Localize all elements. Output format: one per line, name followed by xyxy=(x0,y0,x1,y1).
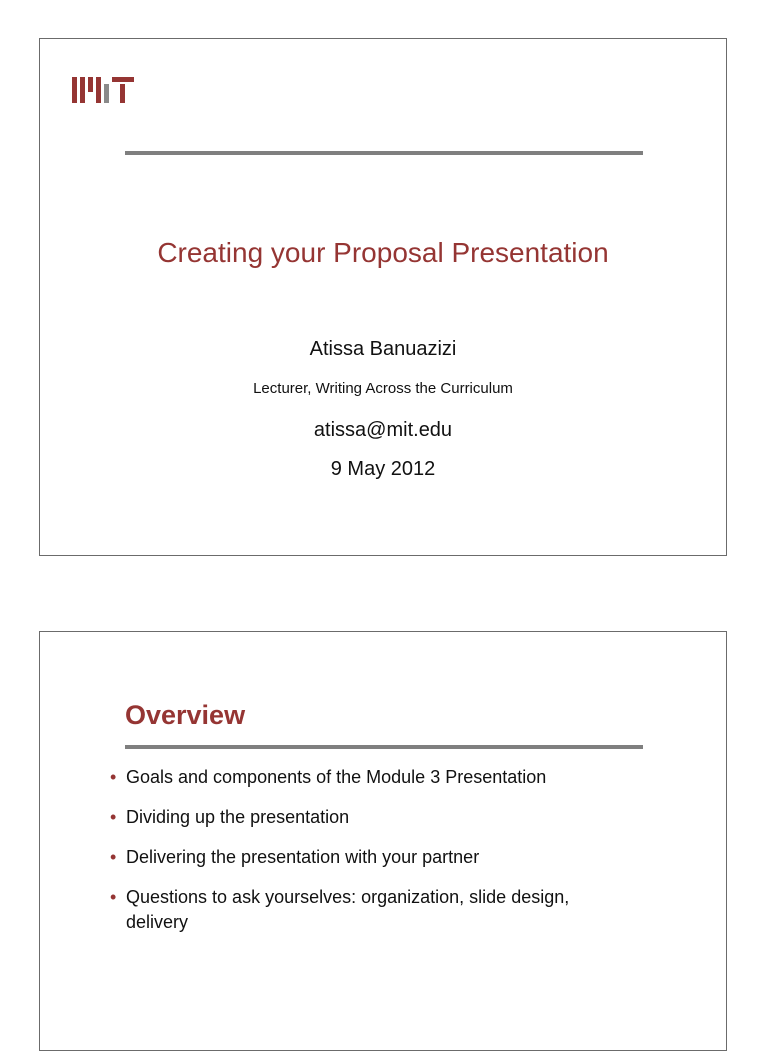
presentation-date: 9 May 2012 xyxy=(330,458,436,480)
bullet-item xyxy=(106,805,606,830)
bullet-icon: • xyxy=(110,767,117,787)
bullet-text: Questions to ask yourselves: organization, slide design, delivery xyxy=(126,887,570,932)
bullet-icon: • xyxy=(110,847,117,867)
bullet-text: Delivering the presentation with your partner xyxy=(126,847,480,867)
bullet-item xyxy=(106,885,606,935)
author-email: atissa@mit.edu xyxy=(313,419,453,441)
bullet-list xyxy=(106,765,606,935)
presentation-title: Creating your Proposal Presentation xyxy=(157,237,609,268)
author-role: Lecturer, Writing Across the Curriculum xyxy=(253,380,513,397)
bullet-text: Goals and components of the Module 3 Presentation xyxy=(126,767,547,787)
author-name: Atissa Banuazizi xyxy=(309,338,457,360)
mit-logo xyxy=(72,75,134,105)
slide-heading: Overview xyxy=(125,700,246,730)
bullet-icon: • xyxy=(110,807,117,827)
bullet-icon: • xyxy=(110,887,117,907)
bullet-text: Dividing up the presentation xyxy=(126,807,350,827)
bullet-item xyxy=(106,765,606,790)
bullet-item xyxy=(106,845,606,870)
title-slide xyxy=(39,38,727,556)
heading-divider xyxy=(125,745,643,749)
overview-slide xyxy=(39,631,727,1051)
title-divider xyxy=(125,151,643,155)
